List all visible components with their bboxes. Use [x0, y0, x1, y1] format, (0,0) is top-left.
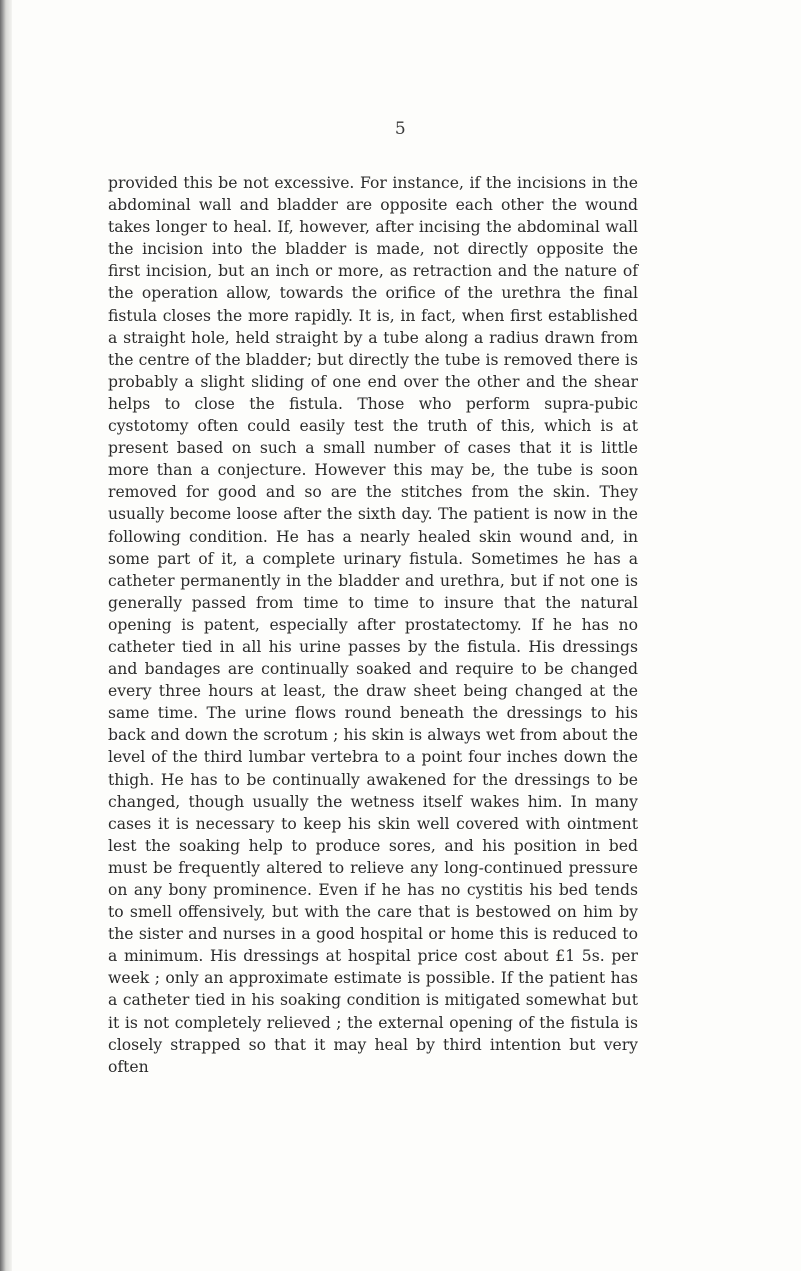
- page-number: 5: [394, 119, 407, 139]
- page-binding-edge: [0, 0, 12, 1271]
- body-paragraph: provided this be not excessive. For instance, if the incisions in the abdominal wall and bladder are opposite each other the wound takes longer to heal. If, however, after incising the abdominal wall the incision into the bladder is made, not directly opposite the first incision, but an inch or more, as retraction and the nature of the operation allow, towards the orifice of the urethra the final fistula closes the more rapidly. It is, in fact, when first established a straight hole, held straight by a tube along a radius drawn from the centre of the bladder; but directly the tube is removed there is probably a slight sliding of one end over the other and the shear helps to close the fistula. Those who perform supra-pubic cystotomy often could easily test the truth of this, which is at present based on such a small number of cases that it is little more than a conjecture. However this may be, the tube is soon removed for good and so are the stitches from the skin. They usually become loose after the sixth day. The patient is now in the following condition. He has a nearly healed skin wound and, in some part of it, a complete urinary fistula. Sometimes he has a catheter permanently in the bladder and urethra, but if not one is generally passed from time to time to insure that the natural opening is patent, especially after prostatectomy. If he has no catheter tied in all his urine passes by the fistula. His dressings and bandages are continually soaked and require to be changed every three hours at least, the draw sheet being changed at the same time. The urine flows round beneath the dressings to his back and down the scrotum ; his skin is always wet from about the level of the third lumbar vertebra to a point four inches down the thigh. He has to be continually awakened for the dressings to be changed, though usually the wetness itself wakes him. In many cases it is necessary to keep his skin well covered with ointment lest the soaking help to produce sores, and his position in bed must be frequently altered to relieve any long-continued pressure on any bony prominence. Even if he has no cystitis his bed tends to smell offensively, but with the care that is bestowed on him by the sister and nurses in a good hospital or home this is reduced to a minimum. His dressings at hospital price cost about £1 5s. per week ; only an approximate estimate is possible. If the patient has a catheter tied in his soaking condition is mitigated somewhat but it is not completely relieved ; the external opening of the fistula is closely strapped so that it may heal by third intention but very often: [108, 174, 638, 1076]
